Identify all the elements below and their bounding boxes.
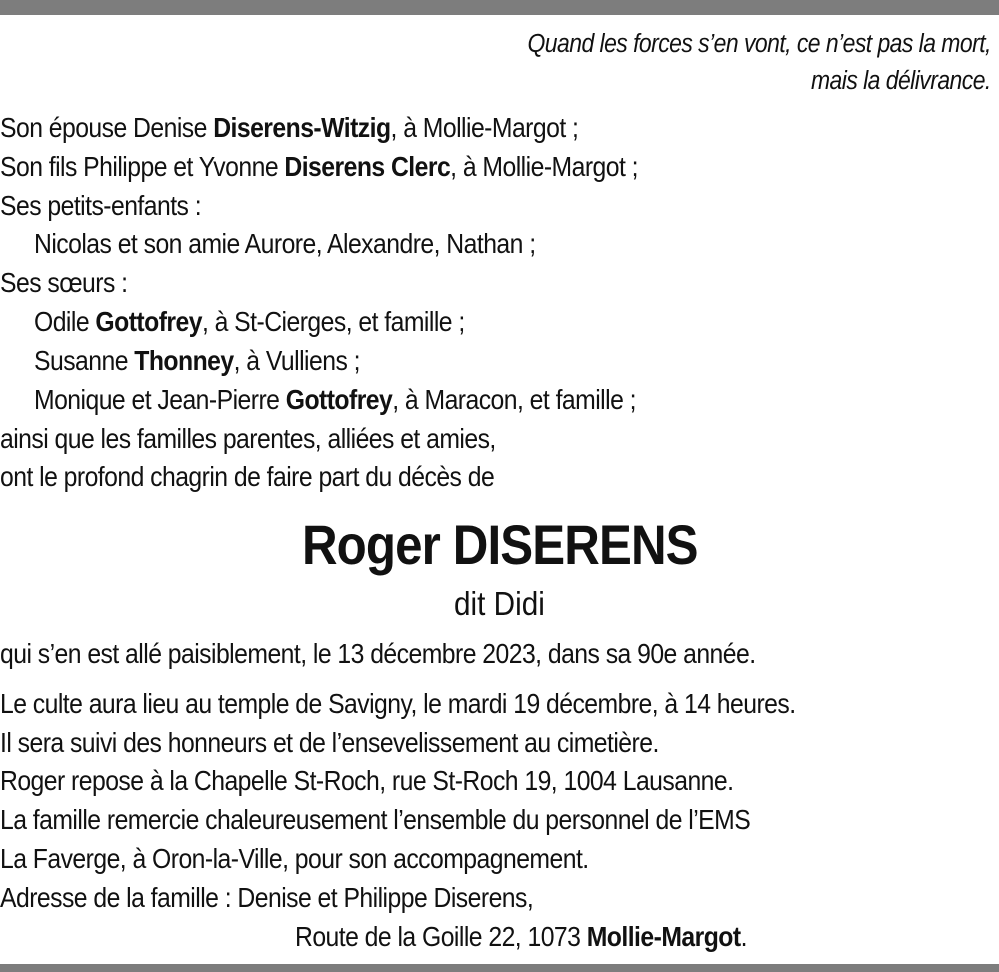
epigraph-line-2: mais la délivrance. — [811, 67, 991, 95]
family-line-text: Odile — [34, 306, 96, 337]
family-line-relatives: ainsi que les familles parentes, alliées et amies, — [0, 423, 496, 454]
family-line-sisters-heading: Ses sœurs : — [0, 267, 128, 298]
family-surname: Gottofrey — [285, 384, 393, 415]
deceased-nickname — [0, 587, 999, 620]
deceased-nickname-text: dit Didi — [454, 585, 545, 622]
details-line-service: Le culte aura lieu au temple de Savigny, le mardi 19 décembre, à 14 heures. — [0, 688, 796, 719]
family-line-spouse — [0, 114, 578, 142]
family-line-text: , à Mollie-Margot ; — [450, 151, 638, 182]
address-text: Route de la Goille 22, 1073 — [295, 921, 587, 952]
family-line-announcement: ont le profond chagrin de faire part du décès de — [0, 461, 495, 492]
family-line-text: Son fils Philippe et Yvonne — [0, 151, 285, 182]
top-rule — [0, 0, 999, 15]
family-line-text: , à Mollie-Margot ; — [390, 112, 579, 143]
family-line-grandchildren-heading: Ses petits-enfants : — [0, 190, 202, 221]
bottom-rule — [0, 964, 999, 972]
details-line-burial: Il sera suivi des honneurs et de l’ensevelissement au cimetière. — [0, 727, 659, 758]
address-locality: Mollie-Margot — [586, 921, 741, 952]
family-line-text: , à Vulliens ; — [233, 345, 360, 376]
passing-statement: qui s’en est allé paisiblement, le 13 décembre 2023, dans sa 90e année. — [0, 638, 756, 669]
details-line-chapel: Roger repose à la Chapelle St-Roch, rue St-Roch 19, 1004 Lausanne. — [0, 765, 734, 796]
family-line-sister-monique — [34, 386, 636, 414]
details-line-address: Adresse de la famille : Denise et Philippe Diserens, — [0, 882, 534, 913]
family-line-text: Son épouse Denise — [0, 112, 214, 143]
epigraph-line-1: Quand les forces s’en vont, ce n’est pas la mort, — [527, 30, 991, 58]
family-line-sister-susanne — [34, 347, 360, 375]
family-line-son — [0, 153, 638, 181]
family-surname: Diserens-Witzig — [213, 112, 391, 143]
address-text: . — [740, 921, 747, 952]
family-surname: Gottofrey — [95, 306, 202, 337]
deceased-name-text: Roger DISERENS — [301, 513, 698, 576]
family-line-sister-odile — [34, 308, 465, 336]
family-line-text: , à St-Cierges, et famille ; — [201, 306, 465, 337]
family-line-text: , à Maracon, et famille ; — [392, 384, 636, 415]
family-surname: Thonney — [134, 345, 234, 376]
details-line-street — [295, 923, 747, 951]
deceased-name — [0, 513, 999, 576]
family-line-grandchildren: Nicolas et son amie Aurore, Alexandre, Nathan ; — [34, 228, 536, 259]
details-line-thanks-cont: La Faverge, à Oron-la-Ville, pour son accompagnement. — [0, 843, 589, 874]
family-line-text: Susanne — [34, 345, 135, 376]
family-surname: Diserens Clerc — [284, 151, 451, 182]
details-line-thanks: La famille remercie chaleureusement l’ensemble du personnel de l’EMS — [0, 804, 751, 835]
family-line-text: Monique et Jean-Pierre — [34, 384, 286, 415]
